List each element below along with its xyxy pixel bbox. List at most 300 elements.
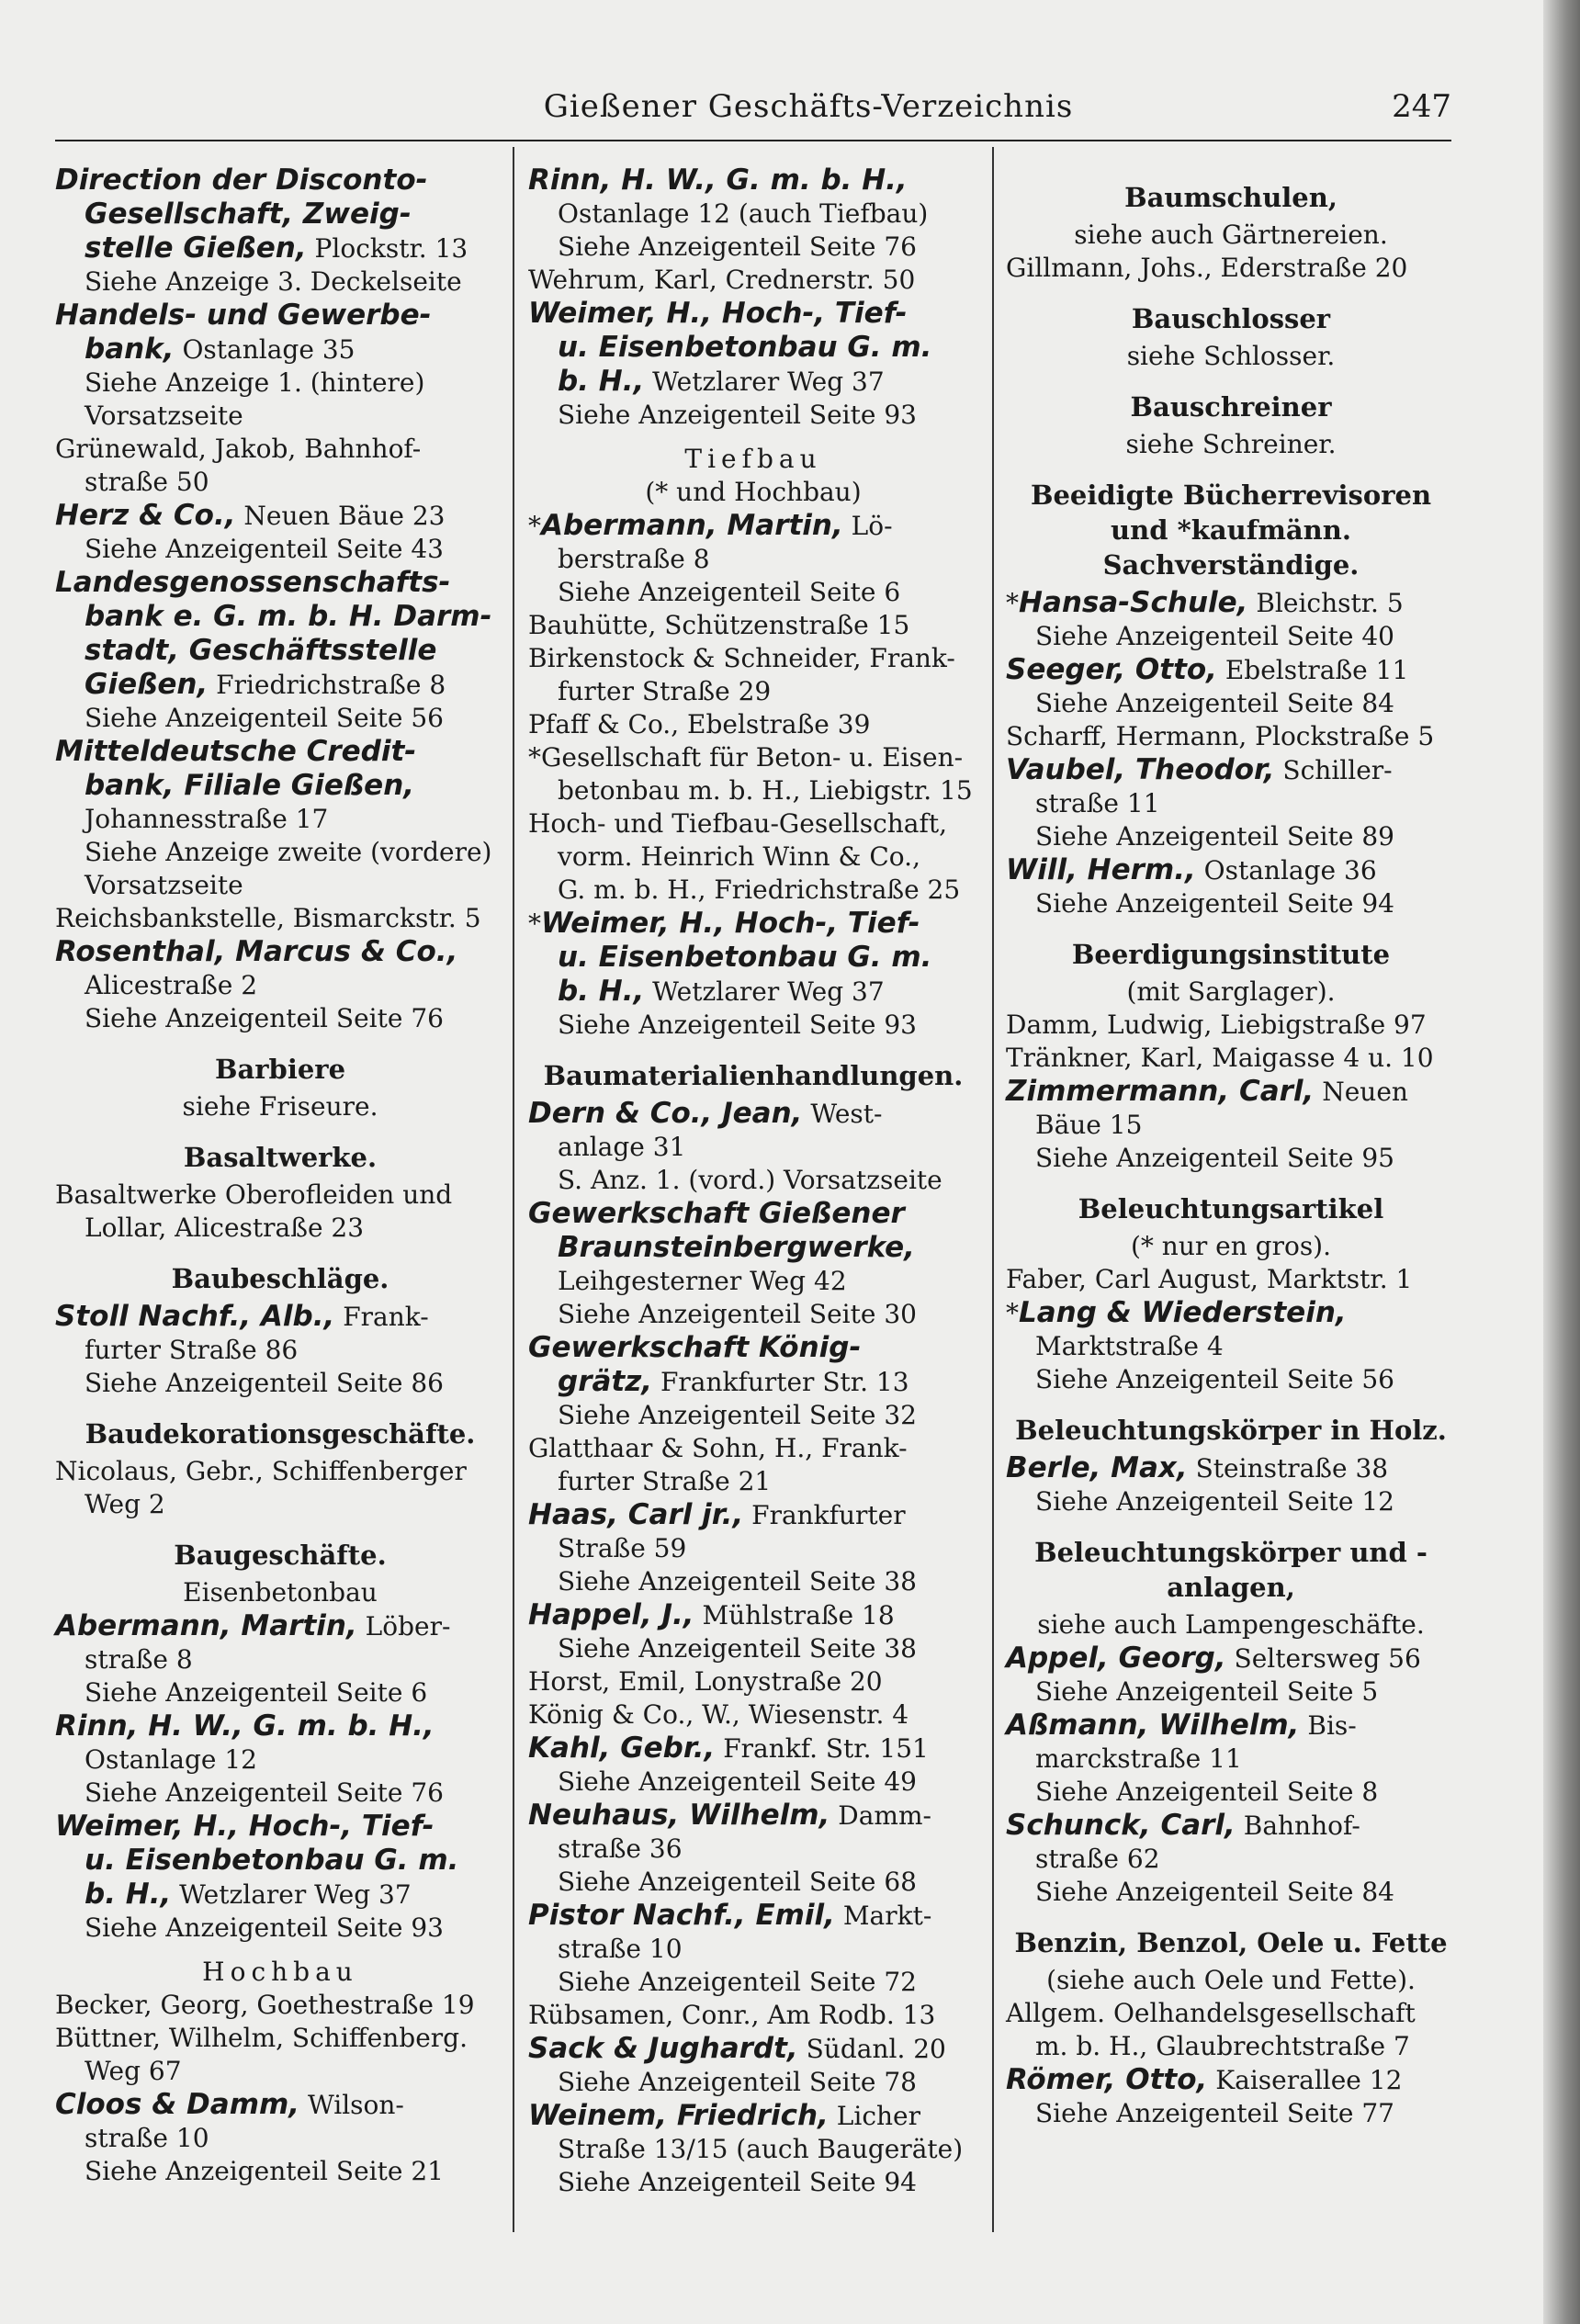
entry-line: [528, 1999, 978, 2032]
entry-text: Siehe Anzeigenteil Seite 49: [558, 1766, 917, 1797]
entry-text: Marktstraße 4: [1035, 1331, 1224, 1361]
section-heading: Baudekorationsgeschäfte.: [85, 1418, 476, 1450]
entry-text: Siehe Anzeigenteil Seite 76: [558, 231, 917, 262]
entry-line: [55, 1709, 505, 1743]
entry-line: [528, 1009, 978, 1042]
directory-entry: [1006, 653, 1456, 720]
entry-line: [55, 1334, 505, 1367]
entry-line: [528, 1164, 978, 1197]
directory-entry: [1006, 1641, 1456, 1709]
entry-text: Siehe Anzeigenteil Seite 21: [85, 2156, 444, 2186]
entry-text: Südanl. 20: [797, 2034, 946, 2064]
firm-name: Sack & Jughardt,: [528, 2032, 798, 2065]
entry-line: [55, 499, 505, 533]
section-heading: Bauschreiner: [1130, 391, 1332, 423]
firm-name: Seeger, Otto,: [1006, 653, 1217, 686]
directory-entry: [1006, 1075, 1456, 1175]
entry-text: Mühlstraße 18: [694, 1600, 895, 1630]
entry-text: Siehe Anzeigenteil Seite 94: [558, 2167, 917, 2197]
entry-text: Siehe Anzeige zweite (vordere): [85, 837, 492, 867]
entry-line: [528, 576, 978, 609]
entry-line: [55, 735, 505, 769]
directory-entry: [55, 1300, 505, 1400]
entry-line: [1006, 1075, 1456, 1109]
entry-line: [528, 1365, 978, 1399]
entry-text: Siehe Anzeigenteil Seite 72: [558, 1967, 917, 1997]
entry-line: [528, 2099, 978, 2133]
directory-entry: [55, 499, 505, 566]
entry-line: [55, 164, 505, 197]
entry-line: [528, 1331, 978, 1365]
entry-line: [1006, 853, 1456, 887]
page-number: 247: [1392, 88, 1451, 125]
entry-text: Wehrum, Karl, Crednerstr. 50: [528, 265, 916, 295]
entry-line: [55, 1367, 505, 1400]
entry-text: furter Straße 86: [85, 1335, 299, 1365]
directory-entry: [528, 1799, 978, 1899]
firm-name: Mitteldeutsche Credit-: [55, 735, 417, 768]
entry-text: straße 62: [1035, 1844, 1160, 1874]
entry-text: Damm-: [830, 1800, 931, 1831]
entry-line: [1006, 1263, 1456, 1296]
entry-text: Vorsatzseite: [85, 870, 243, 900]
entry-line: [55, 299, 505, 333]
directory-entry: [1006, 1042, 1456, 1075]
entry-text: Allgem. Oelhandelsgesellschaft: [1006, 1998, 1416, 2028]
entry-text: Siehe Anzeigenteil Seite 56: [85, 703, 444, 733]
section-heading: Benzin, Benzol, Oele u. Fette: [1014, 1927, 1448, 1958]
firm-name: Weinem, Friedrich,: [528, 2099, 829, 2132]
section-heading: Bauschlosser: [1131, 303, 1331, 334]
entry-line: [528, 609, 978, 642]
entry-line: [55, 969, 505, 1002]
entry-line: [528, 399, 978, 432]
firm-name: u. Eisenbetonbau G. m.: [558, 331, 932, 364]
entry-text: Löber-: [356, 1611, 451, 1641]
directory-entry: [1006, 1296, 1456, 1396]
entry-text: Siehe Anzeigenteil Seite 32: [558, 1400, 917, 1430]
section-heading: Beleuchtungskörper in Holz.: [1015, 1415, 1447, 1446]
firm-name: Will, Herm.,: [1006, 853, 1196, 886]
directory-entry: [528, 2032, 978, 2099]
entry-line: [55, 1777, 505, 1810]
entry-text: Frank-: [334, 1302, 429, 1332]
section-note: siehe Friseure.: [182, 1091, 378, 1122]
entry-text: Büttner, Wilhelm, Schiffenberg.: [55, 2023, 468, 2053]
entry-text: Siehe Anzeige 1. (hintere): [85, 367, 425, 398]
section-heading: Baumschulen,: [1124, 182, 1337, 213]
firm-name: Vaubel, Theodor,: [1006, 753, 1275, 786]
entry-line: [1006, 2030, 1456, 2063]
directory-entry: [528, 1899, 978, 1999]
column-3: [1006, 164, 1456, 2130]
entry-line: [528, 1399, 978, 1432]
page-title: Gießener Geschäfts-Verzeichnis: [543, 88, 1074, 125]
entry-text: Reichsbankstelle, Bismarckstr. 5: [55, 903, 481, 933]
entry-text: Frankfurter: [743, 1500, 906, 1530]
entry-text: Glatthaar & Sohn, H., Frank-: [528, 1433, 908, 1463]
entry-line: [1006, 820, 1456, 853]
entry-line: [1006, 1009, 1456, 1042]
entry-text: Siehe Anzeigenteil Seite 38: [558, 1633, 917, 1664]
entry-line: [528, 1799, 978, 1833]
entry-text: straße 8: [85, 1644, 193, 1675]
entry-text: Siehe Anzeigenteil Seite 6: [558, 577, 901, 607]
entry-text: Siehe Anzeigenteil Seite 12: [1035, 1486, 1394, 1517]
firm-name: Abermann, Martin,: [541, 509, 843, 542]
entry-text: m. b. H., Glaubrechtstraße 7: [1035, 2031, 1410, 2061]
entry-text: Neuen: [1314, 1077, 1408, 1107]
entry-text: Bauhütte, Schützenstraße 15: [528, 610, 910, 640]
firm-name: Pistor Nachf., Emil,: [528, 1899, 835, 1932]
entry-line: [1006, 1330, 1456, 1363]
entry-text: Siehe Anzeigenteil Seite 95: [1035, 1143, 1394, 1173]
entry-line: [55, 1300, 505, 1334]
entry-line: [55, 769, 505, 803]
entry-text: Bleichstr. 5: [1247, 588, 1404, 618]
entry-line: [528, 1265, 978, 1298]
entry-text: Siehe Anzeigenteil Seite 68: [558, 1867, 917, 1897]
directory-entry: [528, 264, 978, 297]
entry-line: [1006, 620, 1456, 653]
entry-line: [55, 702, 505, 735]
entry-line: [1006, 1997, 1456, 2030]
entry-line: [55, 1455, 505, 1488]
directory-entry: [55, 2022, 505, 2088]
entry-text: straße 11: [1035, 788, 1160, 818]
entry-line: [528, 1866, 978, 1899]
entry-line: [1006, 2097, 1456, 2130]
firm-name: grätz,: [558, 1365, 653, 1398]
entry-line: [528, 509, 978, 543]
entry-line: [528, 1565, 978, 1598]
entry-text: marckstraße 11: [1035, 1743, 1242, 1774]
firm-name: Landesgenossenschafts-: [55, 566, 451, 599]
entry-text: G. m. b. H., Friedrichstraße 25: [558, 874, 961, 905]
firm-name: Rinn, H. W., G. m. b. H.,: [55, 1709, 434, 1743]
column-1: [55, 164, 505, 2188]
entry-line: [55, 1844, 505, 1878]
entry-line: [55, 2122, 505, 2155]
entry-text: Basaltwerke Oberofleiden und: [55, 1179, 453, 1210]
section-heading: Beeidigte Bücherrevisoren und *kaufmänn. Sachverständige.: [1030, 479, 1432, 581]
section-heading: Baubeschläge.: [171, 1263, 389, 1294]
book-spine-shadow: [1543, 0, 1580, 2324]
firm-name: bank,: [85, 333, 175, 366]
directory-entry: [528, 1598, 978, 1665]
entry-text: betonbau m. b. H., Liebigstr. 15: [558, 775, 973, 806]
firm-name: Braunsteinbergwerke,: [558, 1231, 915, 1264]
entry-text: Siehe Anzeige 3. Deckelseite: [85, 266, 462, 297]
entry-line: [1006, 1485, 1456, 1518]
firm-name: Berle, Max,: [1006, 1451, 1188, 1484]
entry-text: Grünewald, Jakob, Bahnhof-: [55, 434, 422, 464]
entry-line: [55, 197, 505, 231]
firm-name: bank, Filiale Gießen,: [85, 769, 415, 802]
entry-line: [528, 675, 978, 708]
entry-text: Siehe Anzeigenteil Seite 84: [1035, 1877, 1394, 1907]
directory-entry: [55, 735, 505, 902]
directory-entry: [55, 935, 505, 1035]
entry-text: straße 10: [558, 1934, 683, 1964]
entry-text: Wetzlarer Weg 37: [644, 367, 885, 397]
entry-text: *: [1006, 588, 1019, 618]
entry-line: [528, 774, 978, 807]
firm-name: bank e. G. m. b. H. Darm-: [85, 600, 492, 633]
firm-name: Cloos & Damm,: [55, 2088, 300, 2121]
entry-line: [1006, 1776, 1456, 1809]
directory-entry: [1006, 586, 1456, 653]
entry-line: [528, 1231, 978, 1265]
directory-entry: [55, 1179, 505, 1245]
directory-entry: [1006, 720, 1456, 753]
entry-text: Hoch- und Tiefbau-Gesellschaft,: [528, 808, 947, 839]
entry-line: [55, 869, 505, 902]
entry-line: [528, 1698, 978, 1732]
entry-text: vorm. Heinrich Winn & Co.,: [558, 841, 920, 872]
entry-line: [55, 1002, 505, 1035]
entry-line: [55, 2155, 505, 2188]
entry-text: Siehe Anzeigenteil Seite 76: [85, 1003, 444, 1033]
entry-line: [55, 668, 505, 702]
entry-line: [55, 1878, 505, 1912]
entry-line: [55, 400, 505, 433]
directory-entry: [55, 433, 505, 499]
firm-name: Stoll Nachf., Alb.,: [55, 1300, 335, 1333]
entry-text: berstraße 8: [558, 544, 710, 574]
directory-entry: [528, 1698, 978, 1732]
section-heading: Basaltwerke.: [183, 1142, 378, 1173]
entry-line: [1006, 1675, 1456, 1709]
firm-name: Gesellschaft, Zweig-: [85, 197, 412, 231]
directory-entry: [1006, 2063, 1456, 2130]
firm-name: Zimmermann, Carl,: [1006, 1075, 1315, 1108]
firm-name: stadt, Geschäftsstelle: [85, 634, 437, 667]
entry-line: [528, 1766, 978, 1799]
entry-line: [1006, 1743, 1456, 1776]
entry-text: Licher: [828, 2101, 920, 2131]
entry-line: [528, 1632, 978, 1665]
entry-text: Markt-: [834, 1901, 932, 1931]
firm-name: Weimer, H., Hoch-, Tief-: [541, 907, 920, 940]
entry-line: [528, 1833, 978, 1866]
directory-entry: [528, 1197, 978, 1331]
subsection-heading: Tiefbau: [684, 444, 822, 474]
entry-line: [1006, 1451, 1456, 1485]
directory-entry: [528, 708, 978, 741]
section-note: siehe Schlosser.: [1126, 341, 1336, 371]
firm-name: Kahl, Gebr.,: [528, 1732, 716, 1765]
entry-text: Gillmann, Johs., Ederstraße 20: [1006, 253, 1408, 283]
entry-line: [55, 1743, 505, 1777]
entry-line: [528, 2166, 978, 2199]
entry-line: [1006, 687, 1456, 720]
firm-name: Aßmann, Wilhelm,: [1006, 1709, 1300, 1742]
firm-name: Weimer, H., Hoch-, Tief-: [528, 297, 908, 330]
entry-text: Wilson-: [299, 2090, 404, 2120]
firm-name: u. Eisenbetonbau G. m.: [85, 1844, 459, 1877]
entry-line: [528, 2133, 978, 2166]
directory-entry: [1006, 1997, 1456, 2063]
entry-line: [1006, 2063, 1456, 2097]
entry-line: [528, 1966, 978, 1999]
entry-line: [55, 2088, 505, 2122]
entry-text: Siehe Anzeigenteil Seite 93: [558, 1010, 917, 1040]
entry-line: [528, 975, 978, 1009]
firm-name: u. Eisenbetonbau G. m.: [558, 941, 932, 974]
directory-entry: [55, 566, 505, 735]
entry-text: Siehe Anzeigenteil Seite 43: [85, 534, 444, 564]
entry-line: [55, 533, 505, 566]
entry-text: Pfaff & Co., Ebelstraße 39: [528, 709, 871, 739]
directory-entry: [55, 164, 505, 299]
firm-name: Handels- und Gewerbe-: [55, 299, 432, 332]
directory-entry: [528, 609, 978, 642]
directory-entry: [1006, 1809, 1456, 1909]
directory-entry: [55, 1989, 505, 2022]
entry-text: Siehe Anzeigenteil Seite 94: [1035, 888, 1394, 919]
entry-text: Siehe Anzeigenteil Seite 76: [85, 1777, 444, 1808]
directory-entry: [528, 297, 978, 432]
entry-line: [1006, 1809, 1456, 1843]
subsection-heading: Hochbau: [202, 1957, 358, 1987]
entry-line: [55, 1609, 505, 1643]
firm-name: Rosenthal, Marcus & Co.,: [55, 935, 458, 968]
entry-line: [55, 2055, 505, 2088]
entry-text: straße 10: [85, 2123, 209, 2153]
entry-text: Steinstraße 38: [1187, 1453, 1389, 1484]
section-note: siehe auch Gärtnereien.: [1074, 220, 1388, 250]
entry-line: [1006, 252, 1456, 285]
entry-text: Johannesstraße 17: [85, 804, 329, 834]
entry-line: [528, 1532, 978, 1565]
entry-text: Plockstr. 13: [306, 233, 468, 264]
entry-line: [528, 1665, 978, 1698]
entry-line: [528, 642, 978, 675]
entry-text: Wetzlarer Weg 37: [171, 1879, 412, 1910]
directory-entry: [528, 164, 978, 264]
entry-text: *: [1006, 1298, 1019, 1328]
entry-text: Neuen Bäue 23: [235, 501, 446, 531]
entry-text: Siehe Anzeigenteil Seite 77: [1035, 2098, 1394, 2128]
entry-line: [55, 803, 505, 836]
firm-name: Lang & Wiederstein,: [1019, 1296, 1347, 1329]
entry-text: Siehe Anzeigenteil Seite 78: [558, 2067, 917, 2097]
entry-text: Frankfurter Str. 13: [652, 1367, 909, 1397]
entry-line: [528, 2032, 978, 2066]
entry-line: [528, 1131, 978, 1164]
entry-text: furter Straße 29: [558, 676, 772, 706]
entry-text: West-: [802, 1099, 883, 1129]
entry-text: Tränkner, Karl, Maigasse 4 u. 10: [1006, 1043, 1434, 1073]
entry-text: Leihgesterner Weg 42: [558, 1266, 847, 1296]
header-rule: [55, 140, 1451, 141]
firm-name: Direction der Disconto-: [55, 164, 428, 197]
entry-line: [55, 600, 505, 634]
entry-line: [1006, 1641, 1456, 1675]
entry-line: [528, 331, 978, 365]
entry-line: [55, 367, 505, 400]
firm-name: Römer, Otto,: [1006, 2063, 1208, 2096]
directory-entry: [55, 1709, 505, 1810]
entry-text: Ostanlage 36: [1195, 855, 1377, 886]
entry-text: Vorsatzseite: [85, 400, 243, 431]
entry-text: Siehe Anzeigenteil Seite 40: [1035, 621, 1394, 651]
entry-line: [55, 1488, 505, 1521]
entry-line: [528, 2066, 978, 2099]
entry-text: Scharff, Hermann, Plockstraße 5: [1006, 721, 1435, 751]
entry-line: [528, 1298, 978, 1331]
directory-entry: [1006, 252, 1456, 285]
section-note: siehe auch Lampengeschäfte.: [1037, 1609, 1425, 1640]
entry-text: S. Anz. 1. (vord.) Vorsatzseite: [558, 1165, 942, 1195]
directory-entry: [1006, 753, 1456, 853]
entry-line: [55, 1989, 505, 2022]
entry-text: Siehe Anzeigenteil Seite 6: [85, 1677, 428, 1708]
column-divider: [992, 147, 994, 2232]
entry-line: [528, 941, 978, 975]
entry-line: [528, 1465, 978, 1498]
firm-name: b. H.,: [85, 1878, 172, 1911]
entry-text: Siehe Anzeigenteil Seite 89: [1035, 821, 1394, 852]
firm-name: Haas, Carl jr.,: [528, 1498, 744, 1531]
directory-entry: [528, 1999, 978, 2032]
entry-text: anlage 31: [558, 1132, 686, 1162]
entry-line: [528, 1197, 978, 1231]
directory-entry: [55, 902, 505, 935]
entry-text: Siehe Anzeigenteil Seite 93: [558, 400, 917, 430]
entry-line: [528, 807, 978, 840]
entry-line: [528, 1097, 978, 1131]
directory-entry: [1006, 853, 1456, 920]
entry-text: Faber, Carl August, Marktstr. 1: [1006, 1264, 1413, 1294]
firm-name: Gießen,: [85, 668, 209, 701]
entry-line: [528, 840, 978, 874]
firm-name: Happel, J.,: [528, 1598, 694, 1631]
entry-text: Siehe Anzeigenteil Seite 5: [1035, 1676, 1379, 1707]
firm-name: Schunck, Carl,: [1006, 1809, 1236, 1842]
entry-text: Siehe Anzeigenteil Seite 38: [558, 1566, 917, 1596]
firm-name: Dern & Co., Jean,: [528, 1097, 803, 1130]
firm-name: b. H.,: [558, 365, 645, 398]
directory-entry: [528, 907, 978, 1042]
entry-text: furter Straße 21: [558, 1466, 772, 1496]
entry-line: [1006, 1142, 1456, 1175]
entry-text: Siehe Anzeigenteil Seite 84: [1035, 688, 1394, 718]
entry-text: Bäue 15: [1035, 1110, 1143, 1140]
section-note: (* und Hochbau): [645, 477, 862, 507]
directory-entry: [55, 1810, 505, 1945]
entry-line: [528, 708, 978, 741]
entry-text: Wetzlarer Weg 37: [644, 976, 885, 1007]
entry-line: [55, 231, 505, 265]
entry-line: [55, 566, 505, 600]
column-2: [528, 164, 978, 2199]
firm-name: Gewerkschaft Gießener: [528, 1197, 905, 1230]
entry-text: Lö-: [842, 511, 893, 541]
firm-name: stelle Gießen,: [85, 231, 307, 265]
directory-entry: [55, 1609, 505, 1709]
directory-entry: [528, 807, 978, 907]
entry-text: Siehe Anzeigenteil Seite 86: [85, 1368, 444, 1398]
firm-name: Gewerkschaft König-: [528, 1331, 862, 1364]
entry-text: straße 36: [558, 1833, 683, 1864]
entry-line: [1006, 1363, 1456, 1396]
directory-entry: [528, 642, 978, 708]
entry-text: Rübsamen, Conr., Am Rodb. 13: [528, 2000, 936, 2030]
directory-entry: [55, 2088, 505, 2188]
entry-line: [1006, 1709, 1456, 1743]
